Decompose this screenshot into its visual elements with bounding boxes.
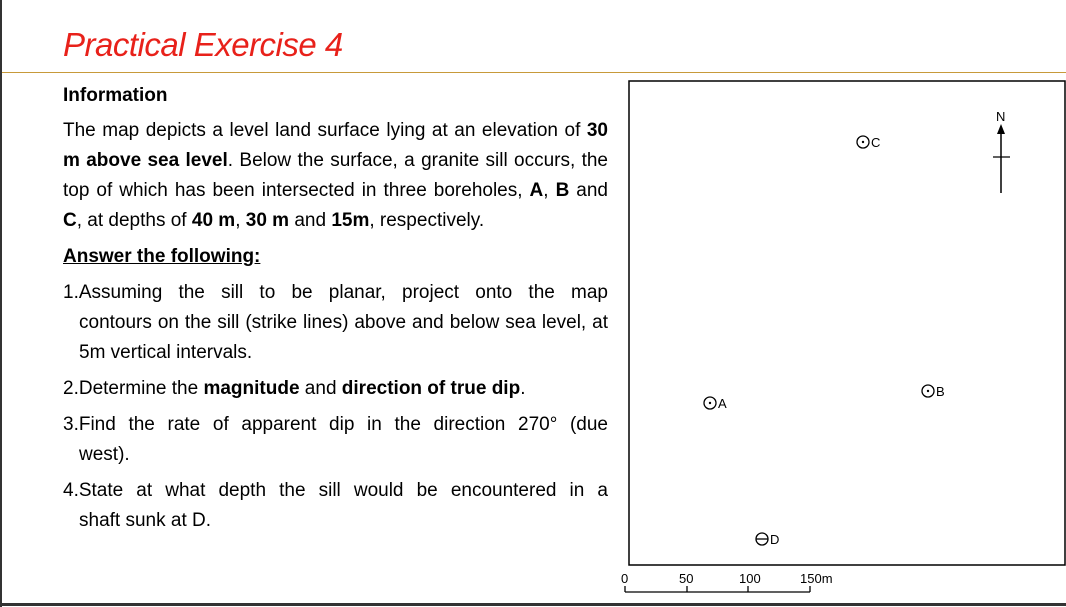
info-emphasis: 40 m: [191, 210, 236, 231]
question-4-text: 4.State at what depth the sill would be encountered in a: [63, 480, 608, 501]
north-arrow-icon: [997, 124, 1005, 134]
information-heading: Information: [63, 85, 168, 106]
scale-label-0: 0: [621, 571, 629, 586]
info-text: , at depths of: [76, 210, 192, 231]
scale-label-100: 100: [739, 571, 761, 586]
info-text: . Below the surface, a granite sill occurs, the top of which has been intersected in three boreholes,: [63, 150, 608, 201]
info-text: and: [569, 180, 609, 201]
info-emphasis: 15m: [331, 210, 370, 231]
question-4-continuation: shaft sunk at D.: [79, 510, 212, 531]
question-3-text: 3.Find the rate of apparent dip in the direction 270° (due: [63, 414, 608, 435]
borehole-a-label: A: [718, 396, 727, 411]
borehole-a: [704, 396, 727, 411]
map-frame: [629, 81, 1065, 565]
question-1-continuation: contours on the sill (strike lines) above and below sea level, at 5m vertical intervals.: [79, 312, 608, 363]
info-text: ,: [543, 180, 556, 201]
info-emphasis: C: [63, 210, 77, 231]
north-arrow: [993, 109, 1010, 193]
question-2-emphasis: direction of true dip: [341, 378, 521, 399]
borehole-d: [756, 532, 779, 547]
info-emphasis: 30 m: [245, 210, 290, 231]
info-text: , respectively.: [369, 210, 485, 231]
info-text: and: [289, 210, 332, 231]
info-emphasis: A: [529, 180, 544, 201]
question-1-text: 1.Assuming the sill to be planar, project onto the map: [63, 282, 608, 303]
question-2-text: 2.Determine the: [63, 378, 204, 399]
borehole-d-label: D: [770, 532, 780, 547]
north-label: N: [996, 109, 1006, 124]
scale-bar: [621, 571, 833, 592]
question-2-text: .: [520, 378, 526, 399]
borehole-b-label: B: [936, 384, 945, 399]
borehole-c: [857, 135, 880, 150]
scale-label-150m: 150m: [800, 571, 833, 586]
question-3-continuation: west).: [79, 444, 130, 465]
question-2-text: and: [299, 378, 342, 399]
answer-heading: Answer the following:: [63, 246, 261, 267]
scale-label-50: 50: [679, 571, 694, 586]
info-text: ,: [235, 210, 246, 231]
borehole-c-label: C: [871, 135, 881, 150]
info-emphasis: 30 m above sea level: [63, 120, 608, 171]
question-2-emphasis: magnitude: [203, 378, 300, 399]
info-emphasis: B: [555, 180, 570, 201]
slide-title: Practical Exercise 4: [63, 26, 343, 63]
info-text: The map depicts a level land surface lying at an elevation of: [63, 120, 587, 141]
borehole-b: [922, 384, 945, 399]
